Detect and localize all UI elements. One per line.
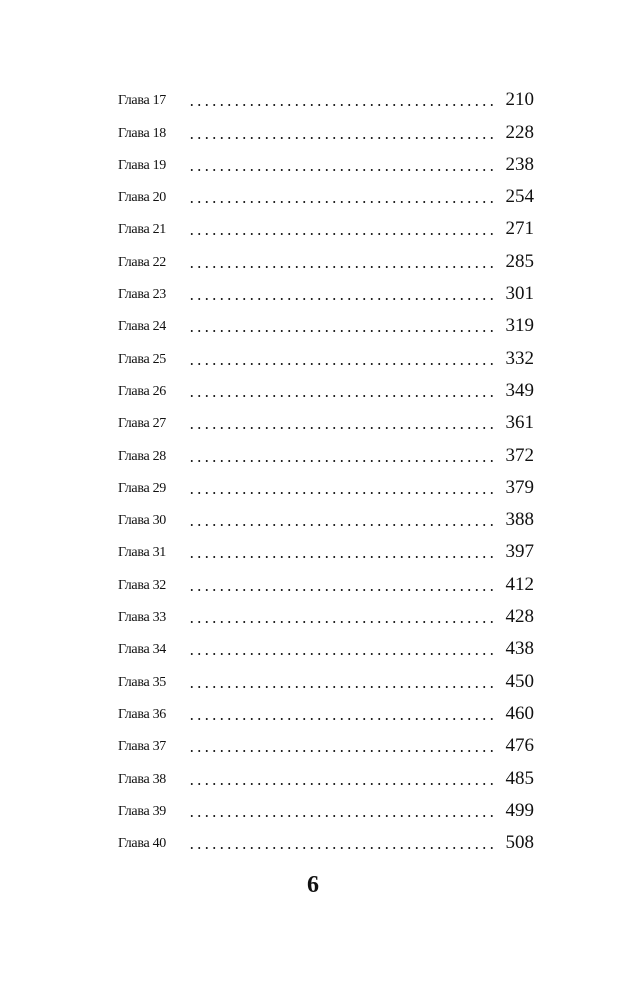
toc-entry[interactable] xyxy=(118,696,534,728)
toc-entry[interactable] xyxy=(118,179,534,211)
toc-page-number: 238 xyxy=(505,153,534,175)
toc-page-number: 476 xyxy=(505,735,534,757)
toc-page-number: 285 xyxy=(505,250,534,272)
toc-dot-leader xyxy=(188,718,498,720)
toc-page-number: 485 xyxy=(505,767,534,789)
toc-entry[interactable] xyxy=(118,566,534,598)
toc-page-number: 450 xyxy=(505,670,534,692)
toc-page-number: 499 xyxy=(505,799,534,821)
toc-entry[interactable] xyxy=(118,340,534,372)
toc-dot-leader xyxy=(188,653,498,655)
toc-dot-leader xyxy=(188,395,498,397)
toc-entry[interactable] xyxy=(118,276,534,308)
toc-chapter-label: Глава 22 xyxy=(118,254,166,270)
toc-dot-leader xyxy=(188,783,498,785)
toc-entry[interactable] xyxy=(118,534,534,566)
toc-page-number: 412 xyxy=(505,573,534,595)
toc-page-number: 460 xyxy=(505,702,534,724)
toc-dot-leader xyxy=(188,556,498,558)
toc-page-number: 361 xyxy=(505,412,534,434)
toc-dot-leader xyxy=(188,847,498,849)
page-number: 6 xyxy=(307,872,319,898)
toc-chapter-label: Глава 24 xyxy=(118,319,166,335)
toc-dot-leader xyxy=(188,589,498,591)
toc-chapter-label: Глава 23 xyxy=(118,287,166,303)
toc-entry[interactable] xyxy=(118,470,534,502)
toc-chapter-label: Глава 20 xyxy=(118,190,166,206)
toc-chapter-label: Глава 30 xyxy=(118,513,166,529)
toc-page-number: 210 xyxy=(505,89,534,111)
toc-page-number: 254 xyxy=(505,186,534,208)
toc-dot-leader xyxy=(188,460,498,462)
toc-dot-leader xyxy=(188,201,498,203)
toc-page-number: 397 xyxy=(505,541,534,563)
toc-dot-leader xyxy=(188,686,498,688)
toc-page-number: 372 xyxy=(505,444,534,466)
toc-chapter-label: Глава 39 xyxy=(118,803,166,819)
toc-entry[interactable] xyxy=(118,793,534,825)
toc-dot-leader xyxy=(188,363,498,365)
toc-dot-leader xyxy=(188,233,498,235)
toc-entry[interactable] xyxy=(118,243,534,275)
toc-page-number: 271 xyxy=(505,218,534,240)
toc-page-number: 388 xyxy=(505,509,534,531)
toc-entry[interactable] xyxy=(118,728,534,760)
toc-entry[interactable] xyxy=(118,373,534,405)
toc-page-number: 379 xyxy=(505,476,534,498)
toc-dot-leader xyxy=(188,815,498,817)
toc-page-number: 508 xyxy=(505,832,534,854)
table-of-contents xyxy=(118,82,534,857)
toc-chapter-label: Глава 32 xyxy=(118,577,166,593)
toc-entry[interactable] xyxy=(118,760,534,792)
toc-page-number: 438 xyxy=(505,638,534,660)
toc-page-number: 319 xyxy=(505,315,534,337)
toc-entry[interactable] xyxy=(118,308,534,340)
toc-chapter-label: Глава 26 xyxy=(118,383,166,399)
toc-dot-leader xyxy=(188,104,498,106)
toc-chapter-label: Глава 28 xyxy=(118,448,166,464)
toc-page-number: 428 xyxy=(505,606,534,628)
toc-chapter-label: Глава 17 xyxy=(118,93,166,109)
toc-entry[interactable] xyxy=(118,631,534,663)
toc-dot-leader xyxy=(188,137,498,139)
toc-chapter-label: Глава 31 xyxy=(118,545,166,561)
toc-dot-leader xyxy=(188,524,498,526)
toc-chapter-label: Глава 35 xyxy=(118,674,166,690)
toc-dot-leader xyxy=(188,266,498,268)
toc-dot-leader xyxy=(188,330,498,332)
toc-entry[interactable] xyxy=(118,82,534,114)
toc-entry[interactable] xyxy=(118,663,534,695)
toc-dot-leader xyxy=(188,492,498,494)
toc-entry[interactable] xyxy=(118,211,534,243)
toc-chapter-label: Глава 34 xyxy=(118,642,166,658)
toc-dot-leader xyxy=(188,169,498,171)
toc-entry[interactable] xyxy=(118,114,534,146)
toc-chapter-label: Глава 27 xyxy=(118,416,166,432)
toc-page-number: 349 xyxy=(505,379,534,401)
toc-dot-leader xyxy=(188,427,498,429)
toc-chapter-label: Глава 29 xyxy=(118,480,166,496)
toc-chapter-label: Глава 36 xyxy=(118,706,166,722)
toc-dot-leader xyxy=(188,621,498,623)
toc-chapter-label: Глава 37 xyxy=(118,739,166,755)
toc-chapter-label: Глава 33 xyxy=(118,610,166,626)
toc-dot-leader xyxy=(188,750,498,752)
toc-chapter-label: Глава 21 xyxy=(118,222,166,238)
toc-entry[interactable] xyxy=(118,599,534,631)
toc-entry[interactable] xyxy=(118,405,534,437)
toc-page-number: 332 xyxy=(505,347,534,369)
toc-page-number: 228 xyxy=(505,121,534,143)
toc-chapter-label: Глава 38 xyxy=(118,771,166,787)
toc-page-number: 301 xyxy=(505,283,534,305)
toc-chapter-label: Глава 25 xyxy=(118,351,166,367)
toc-dot-leader xyxy=(188,298,498,300)
toc-entry[interactable] xyxy=(118,437,534,469)
toc-entry[interactable] xyxy=(118,147,534,179)
toc-chapter-label: Глава 19 xyxy=(118,157,166,173)
toc-chapter-label: Глава 40 xyxy=(118,836,166,852)
toc-entry[interactable] xyxy=(118,825,534,857)
toc-entry[interactable] xyxy=(118,502,534,534)
toc-chapter-label: Глава 18 xyxy=(118,125,166,141)
